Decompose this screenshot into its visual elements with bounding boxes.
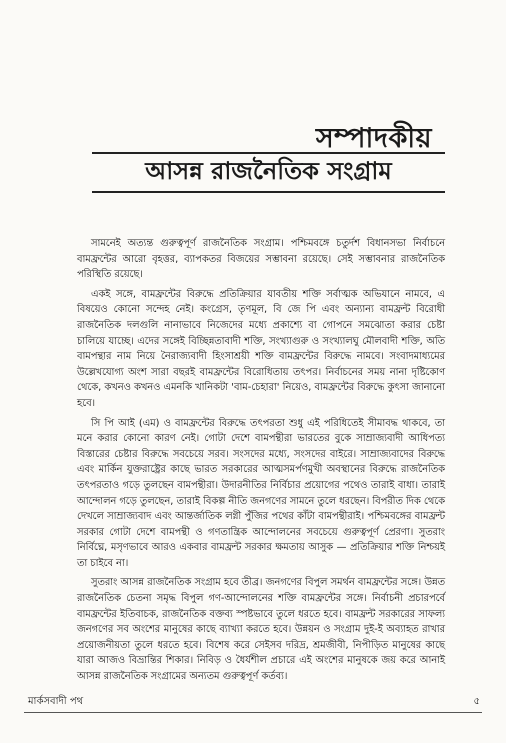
paragraph: একই সঙ্গে, বামফ্রন্টের বিরুদ্ধে প্রতিক্রিয়ার যাবতীয় শক্তি সর্বাত্মক অভিযানে নামবে, এ বিষয়েও কোনো সন্দেহ নেই। কংগ্রেস, তৃণমূল, বি জে পি এবং অন্যান্য বামফ্রন্ট বিরোধী রাজনৈতিক দলগুলি নানাভাবে নিজেদের মধ্যে প্রকাশ্যে বা গোপনে সমঝোতা করার চেষ্টা চালিয়ে যাচ্ছে। এদের সঙ্গেই বিচ্ছিন্নতাবাদী শক্তি, সংখ্যাগুরু ও সংখ্যালঘু মৌলবাদী শক্তি, অতি বামপন্থার নাম নিয়ে নৈরাজ্যবাদী হিংসাশ্রয়ী শক্তি বামফ্রন্টের বিরুদ্ধে নামবে। সংবাদমাধ্যমের উল্লেখযোগ্য অংশ সারা বছরই বামফ্রন্টের বিরোধিতায় তৎপর। নির্বাচনের সময় নানা দৃষ্টিকোণ থেকে, কখনও কখনও এমনকি খানিকটা 'বাম-চেহারা' নিয়েও, বামফ্রন্টের বিরুদ্ধে কুৎসা জানানো হবে। — [77, 288, 445, 409]
page-number: ৫ — [473, 696, 480, 707]
article-title: আসন্ন রাজনৈতিক সংগ্রাম — [145, 156, 392, 185]
paragraph: সুতরাং আসন্ন রাজনৈতিক সংগ্রাম হবে তীব্র। জনগণের বিপুল সমর্থন বামফ্রন্টের সঙ্গে। উন্নত রাজনৈতিক চেতনা সমৃদ্ধ বিপুল গণ-আন্দোলনের শক্তি বামফ্রন্টের সঙ্গে। নির্বাচনী প্রচারপর্বে বামফ্রন্টের ইতিবাচক, রাজনৈতিক বক্তব্য স্পষ্টভাবে তুলে ধরতে হবে। বামফ্রন্ট সরকারের সাফল্য জনগণের সব অংশের মানুষের কাছে ব্যাখ্যা করতে হবে। উন্নয়ন ও সংগ্রাম দুই-ই অব্যাহত রাখার প্রয়োজনীয়তা তুলে ধরতে হবে। বিশেষ করে সেইসব দরিদ্র, শ্রমজীবী, নিপীড়িত মানুষের কাছে যারা আজও বিভ্রান্তির শিকার। নিবিড় ও ধৈর্যশীল প্রচারে এই অংশের মানুষকে জয় করে আনাই আসন্ন রাজনৈতিক সংগ্রামের অন্যতম গুরুত্বপূর্ণ কর্তব্য। — [77, 577, 445, 683]
footer-rule — [24, 712, 482, 713]
journal-name: মার্কসবাদী পথ — [28, 696, 84, 707]
paragraph: সি পি আই (এম) ও বামফ্রন্টের বিরুদ্ধে তৎপরতা শুধু এই পরিধিতেই সীমাবদ্ধ থাকবে, তা মনে করার কোনো কারণ নেই। গোটা দেশে বামপন্থীরা ভারতের বুকে সাম্রাজ্যবাদী আধিপত্য বিস্তারের চেষ্টার বিরুদ্ধে সবচেয়ে সরব। সংসদের মধ্যে, সংসদের বাইরে। সাম্রাজ্যবাদের বিরুদ্ধে এবং মার্কিন যুক্তরাষ্ট্রের কাছে ভারত সরকারের আত্মসমর্পণমুখী অবস্থানের বিরুদ্ধে রাজনৈতিক তৎপরতাও গড়ে তুলছেন বামপন্থীরা। উদারনীতির নির্বিচার প্রয়োগের পথেও তারাই বাধা। তারাই আন্দোলন গড়ে তুলছেন, তারাই বিকল্প নীতি জনগণের সামনে তুলে ধরছেন। বিপরীত দিক থেকে দেখলে সাম্রাজ্যবাদ এবং আন্তর্জাতিক লগ্নী পুঁজির পথের কাঁটা বামপন্থীরাই। পশ্চিমবঙ্গের বামফ্রন্ট সরকার গোটা দেশে বামপন্থী ও গণতান্ত্রিক আন্দোলনের সবচেয়ে গুরুত্বপূর্ণ প্রেরণা। সুতরাং নির্বিঘ্নে, মসৃণভাবে আরও একবার বামফ্রন্ট সরকার ক্ষমতায় আসুক — প্রতিক্রিয়ার শক্তি নিশ্চয়ই তা চাইবে না। — [77, 417, 445, 569]
section-label: সম্পাদকীয় — [315, 123, 432, 154]
paragraph: সামনেই অত্যন্ত গুরুত্বপূর্ণ রাজনৈতিক সংগ্রাম। পশ্চিমবঙ্গে চতুর্দশ বিধানসভা নির্বাচনে বামফ্রন্টের আরো বৃহত্তর, ব্যাপকতর বিজয়ের সম্ভাবনা রয়েছে। সেই সম্ভাবনার রাজনৈতিক পরিস্থিতি রয়েছে। — [77, 238, 445, 281]
article-body — [77, 236, 445, 689]
title-band — [92, 152, 445, 193]
